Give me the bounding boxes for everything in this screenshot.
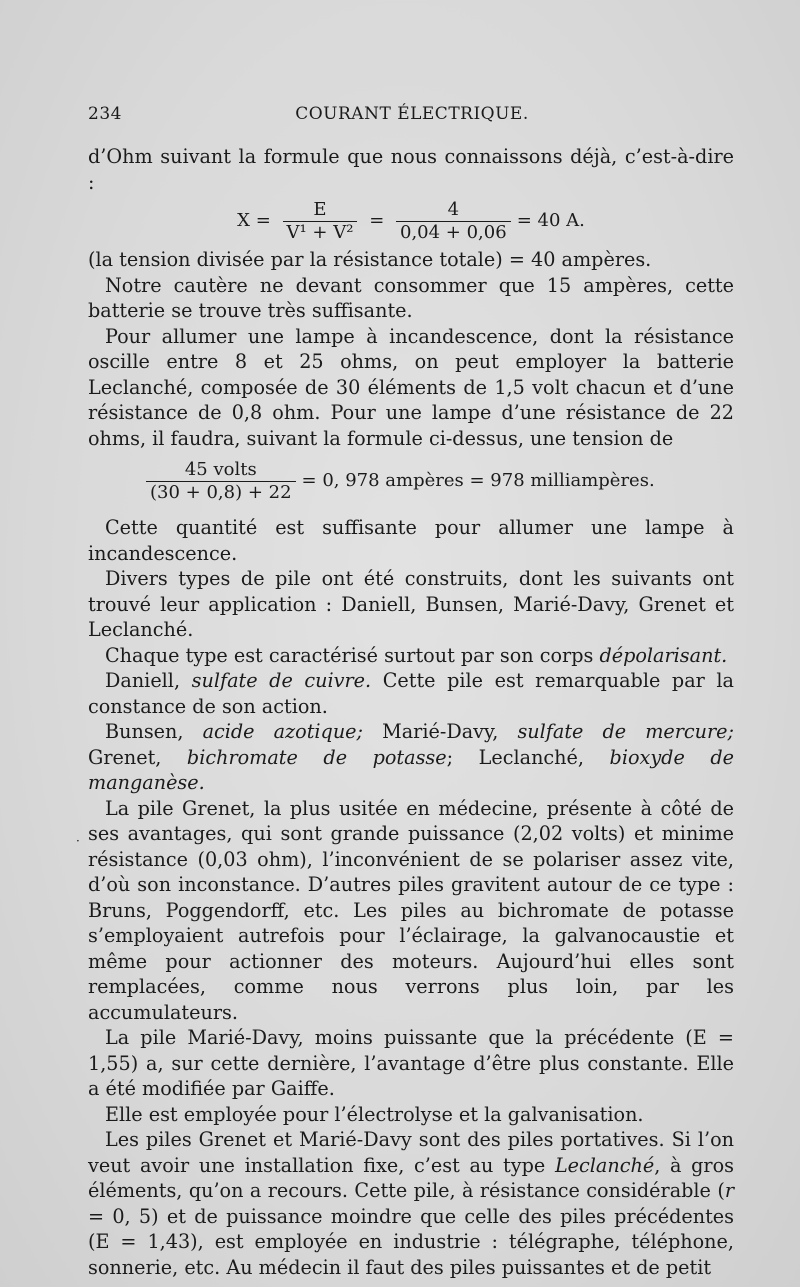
p9-emphasis-1: acide azotique;	[202, 720, 364, 743]
paragraph-4: Pour allumer une lampe à incandescence, dont la résistance oscille entre 8 et 25 ohms, on peut employer la batterie Leclanché, composée de 30 éléments de 1,5 volt chacun et d’une résistance de 0,8 ohm. Pour une lampe d’une résistance de 22 ohms, il faudra, suivant la formule ci-dessus, une tension de	[88, 324, 734, 450]
p13-text-c: = 0, 5) et de puissance moindre que celle des piles précédentes (E = 1,43), est employée en industrie : télégraphe, téléphone, sonnerie, etc. Au médecin il faut des piles puissantes et de petit	[88, 1204, 734, 1279]
p13-text-a: Les piles Grenet et Marié-Davy sont des piles portatives. Si l’on veut avoir une installation fixe, c’est au type	[88, 1128, 734, 1177]
eq1-lhs: X	[237, 210, 250, 232]
page-body	[88, 144, 734, 1280]
eq1-f2-denominator: 0,04 + 0,06	[396, 221, 511, 243]
p7-emphasis: dépolarisant.	[599, 643, 728, 667]
p7-text: Chaque type est caractérisé surtout par son corps	[105, 643, 600, 667]
eq1-equals-2: =	[363, 210, 390, 232]
paragraph-3: Notre cautère ne devant consommer que 15 ampères, cette batterie se trouve très suffisante.	[88, 273, 734, 322]
p13-emphasis-2: r	[724, 1179, 734, 1202]
p9-emphasis-2: sulfate de mercure;	[517, 720, 735, 743]
equation-2	[88, 455, 734, 507]
p9-emphasis-3: bichromate de potasse	[186, 745, 447, 769]
paragraph-10: La pile Grenet, la plus usitée en médecine, présente à côté de ses avantages, qui sont grande puissance (2,02 volts) et minime résistance (0,03 ohm), l’inconvénient de se polariser assez vite, d’où son inconstance. D’autres piles gravitent autour de ce type : Bruns, Poggendorff, etc. Les piles au bichromate de potasse s’employaient autrefois pour l’éclairage, la galvanocaustie et même pour actionner des moteurs. Aujourd’hui elles sont remplacées, comme nous verrons plus loin, par les accumulateurs.	[88, 796, 734, 1024]
p9-text-a: Bunsen,	[105, 720, 203, 743]
margin-dot: ·	[76, 834, 80, 848]
paragraph-2: (la tension divisée par la résistance totale) = 40 ampères.	[88, 248, 652, 271]
eq2-result: = 0, 978 ampères = 978 milliampères.	[301, 470, 655, 492]
paragraph-1: d’Ohm suivant la formule que nous connaissons déjà, c’est-à-dire :	[88, 145, 734, 194]
p8-text-b: Cette pile est remarquable par la constance de son action.	[88, 669, 734, 718]
eq1-f1-denominator: V¹ + V²	[283, 221, 358, 243]
eq1-result: = 40 A.	[516, 210, 585, 232]
page-number: 234	[88, 104, 122, 124]
paragraph-8	[88, 668, 734, 719]
paragraph-5: Cette quantité est suffisante pour allumer une lampe à incandescence.	[88, 516, 734, 565]
p8-emphasis: sulfate de cuivre.	[191, 669, 372, 692]
running-title: COURANT ÉLECTRIQUE.	[295, 104, 529, 124]
eq1-fraction-1	[283, 200, 358, 243]
eq1-f1-numerator: E	[313, 198, 327, 220]
paragraph-11: La pile Marié-Davy, moins puissante que la précédente (E = 1,55) a, sur cette dernière, l’avantage d’être plus constante. Elle a été modifiée par Gaiffe.	[88, 1026, 734, 1100]
eq1-equals-1: =	[249, 210, 277, 232]
p9-emphasis-4: bioxyde de manganèse.	[88, 745, 734, 794]
paragraph-12: Elle est employée pour l’électrolyse et la galvanisation.	[105, 1102, 644, 1126]
equation-1	[88, 197, 734, 245]
eq2-denominator: (30 + 0,8) + 22	[146, 481, 296, 503]
eq2-numerator: 45 volts	[184, 458, 257, 480]
p9-text-c: Grenet,	[88, 745, 187, 769]
paragraph-13	[88, 1127, 734, 1280]
p9-text-d: ; Leclanché,	[446, 745, 610, 769]
p13-emphasis-1: Leclanché	[554, 1153, 655, 1177]
paragraph-7	[88, 643, 734, 669]
paragraph-9	[88, 719, 734, 796]
eq2-fraction	[146, 460, 296, 503]
p8-text-a: Daniell,	[105, 669, 192, 692]
eq1-fraction-2	[396, 200, 511, 243]
eq1-f2-numerator: 4	[447, 198, 460, 220]
p9-text-b: Marié-Davy,	[363, 720, 518, 743]
running-header	[88, 104, 736, 132]
paragraph-6: Divers types de pile ont été construits, dont les suivants ont trouvé leur application : Daniell, Bunsen, Marié-Davy, Grenet et Leclanché.	[88, 567, 734, 641]
p13-text-b: , à gros éléments, qu’on a recours. Cette pile, à résistance considérable (	[88, 1153, 734, 1202]
